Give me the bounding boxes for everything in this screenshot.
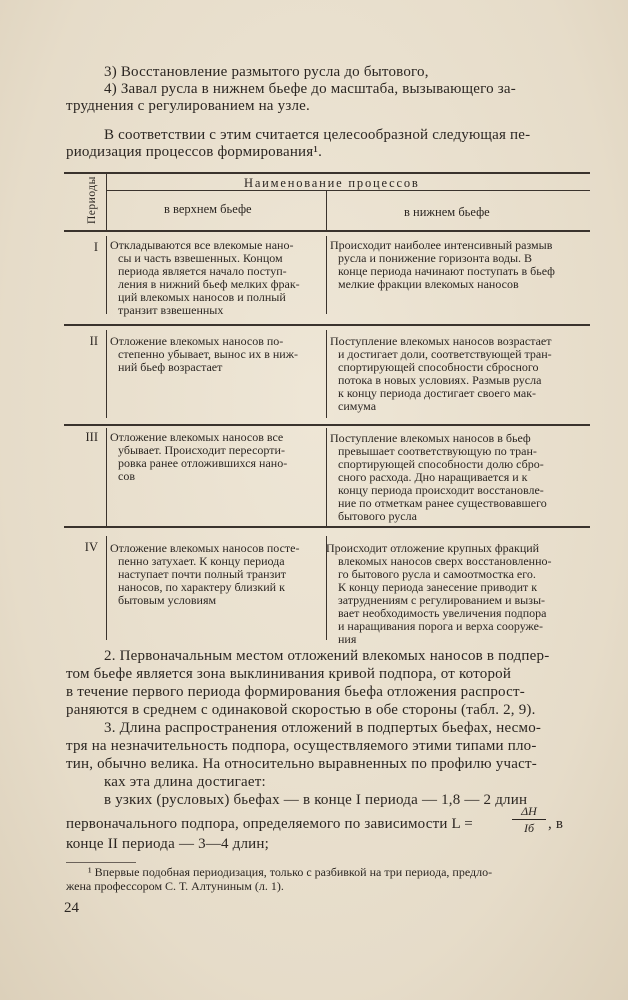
lower-cell-line: концу периода происходит восстановле- <box>338 483 544 497</box>
upper-cell-line: наступает почти полный транзит <box>118 567 286 581</box>
lower-cell-line: Происходит наиболее интенсивный размыв <box>330 238 553 252</box>
lower-cell-line: потока в новых условиях. Размыв русла <box>338 373 542 387</box>
lower-cell-line: влекомых наносов сверх восстановленно- <box>338 554 552 568</box>
text-line: труднения с регулированием на узле. <box>66 98 310 114</box>
text-line: 2. Первоначальным местом отложений влекомых наносов в подпер- <box>104 648 550 664</box>
col-lower-header: в нижнем бьефе <box>404 205 490 219</box>
lower-cell-line: вает необходимость увеличения подпора <box>338 606 547 620</box>
upper-cell-line: Отложение влекомых наносов по- <box>110 334 284 348</box>
lower-cell-line: сного расхода. Дно наращивается и к <box>338 470 528 484</box>
lower-cell-line: Поступление влекомых наносов в бьеф <box>330 431 531 445</box>
col-upper-header: в верхнем бьефе <box>164 202 252 216</box>
lower-cell-line: К концу периода занесение приводит к <box>338 580 538 594</box>
upper-cell-line: транзит взвешенных <box>118 303 224 317</box>
text-line: в течение первого периода формирования бьефа отложения распрост- <box>66 684 525 700</box>
row-separator <box>64 424 590 426</box>
table-top-border <box>64 172 590 174</box>
text-line: тря на незначительность подпора, осуществляемого этими типами пло- <box>66 738 537 754</box>
page-number: 24 <box>64 900 79 916</box>
lower-cell-line: го бытового русла и самоотмостка его. <box>338 567 536 581</box>
upper-cell-line: ций влекомых наносов и полный <box>118 290 286 304</box>
upper-cell-line: Откладываются все влекомые нано- <box>110 238 294 252</box>
upper-cell-line: ровка ранее отложившихся нано- <box>118 456 288 470</box>
period-number: IV <box>84 540 98 554</box>
lower-cell-line: затруднениям с регулированием и вызы- <box>338 593 546 607</box>
lower-cell-line: русла и понижение горизонта воды. В <box>338 251 533 265</box>
column-divider <box>326 236 327 314</box>
footnote-rule <box>66 862 136 863</box>
upper-cell-line: наносов, по характеру близкий к <box>118 580 285 594</box>
col-group-header: Наименование процессов <box>244 176 420 190</box>
row-separator <box>64 526 590 528</box>
column-divider <box>326 428 327 526</box>
lower-cell-line: симума <box>338 399 377 413</box>
column-divider <box>326 190 327 230</box>
formula-numerator: ΔH <box>521 804 537 818</box>
text-line: в узких (русловых) бьефах — в конце I периода — 1,8 — 2 длин <box>104 792 528 808</box>
lower-cell-line: мелкие фракции влекомых наносов <box>338 277 519 291</box>
column-divider <box>106 236 107 314</box>
column-divider <box>106 536 107 640</box>
lower-cell-line: к концу периода достигает своего мак- <box>338 386 537 400</box>
lower-cell-line: Поступление влекомых наносов возрастает <box>330 334 552 348</box>
footnote-line: жена профессором С. Т. Алтуниным (л. 1). <box>66 879 284 893</box>
header-bottom-border <box>64 230 590 232</box>
lower-cell-line: спортирующей способности долю сбро- <box>338 457 544 471</box>
text-line: конце II периода — 3—4 длин; <box>66 836 269 852</box>
text-line: раняются в среднем с одинаковой скоростью в обе стороны (табл. 2, 9). <box>66 702 536 718</box>
text-line: тин, обычно велика. На относительно выравненных по профилю участ- <box>66 756 537 772</box>
period-number: III <box>85 430 98 444</box>
upper-cell-line: степенно убывает, вынос их в ниж- <box>118 347 298 361</box>
upper-cell-line: Отложение влекомых наносов все <box>110 430 284 444</box>
text-line: 3. Длина распространения отложений в подпертых бьефах, несмо- <box>104 720 542 736</box>
text-line: ках эта длина достигает: <box>104 774 266 790</box>
text-line: , в <box>548 816 564 832</box>
footnote-line: ¹ Впервые подобная периодизация, только с разбивкой на три периода, предло- <box>88 865 493 879</box>
text-line: риодизация процессов формирования¹. <box>66 144 323 160</box>
period-number: I <box>93 240 98 254</box>
lower-cell-line: и наращивания порога и верха сооруже- <box>338 619 544 633</box>
column-divider <box>106 428 107 526</box>
fraction-bar <box>512 819 546 820</box>
upper-cell-line: ний бьеф возрастает <box>118 360 223 374</box>
formula-denominator: Iб <box>523 821 535 835</box>
lower-cell-line: превышает соответствующую по тран- <box>338 444 537 458</box>
upper-cell-line: пенно затухает. К концу периода <box>118 554 285 568</box>
upper-cell-line: периода является начало поступ- <box>118 264 287 278</box>
lower-cell-line: спортирующей способности сбросного <box>338 360 539 374</box>
upper-cell-line: сы и часть взвешенных. Концом <box>118 251 283 265</box>
upper-cell-line: убывает. Происходит пересорти- <box>118 443 285 457</box>
column-divider <box>326 330 327 418</box>
lower-cell-line: бытового русла <box>338 509 417 523</box>
text-line: 4) Завал русла в нижнем бьефе до масштаба, вызывающего за- <box>104 81 516 97</box>
column-divider <box>106 172 107 230</box>
upper-cell-line: сов <box>118 469 135 483</box>
col-periods-header: Периоды <box>86 176 98 224</box>
upper-cell-line: бытовым условиям <box>118 593 217 607</box>
row-separator <box>64 324 590 326</box>
lower-cell-line: ние по отметкам ранее существовавшего <box>338 496 547 510</box>
upper-cell-line: ления в нижний бьеф мелких фрак- <box>118 277 300 291</box>
period-number: II <box>89 334 98 348</box>
lower-cell-line: конце периода начинают поступать в бьеф <box>338 264 555 278</box>
text-line: первоначального подпора, определяемого по зависимости L = <box>66 816 473 832</box>
text-line: В соответствии с этим считается целесообразной следующая пе- <box>104 127 531 143</box>
column-divider <box>106 330 107 418</box>
text-line: том бьефе является зона выклинивания кривой подпора, от которой <box>66 666 512 682</box>
upper-cell-line: Отложение влекомых наносов посте- <box>110 541 300 555</box>
lower-cell-line: ния <box>338 632 357 646</box>
lower-cell-line: Происходит отложение крупных фракций <box>326 541 540 555</box>
text-line: 3) Восстановление размытого русла до бытового, <box>104 64 429 80</box>
formula-fraction <box>512 804 546 835</box>
lower-cell-line: и достигает доли, соответствующей тран- <box>338 347 552 361</box>
